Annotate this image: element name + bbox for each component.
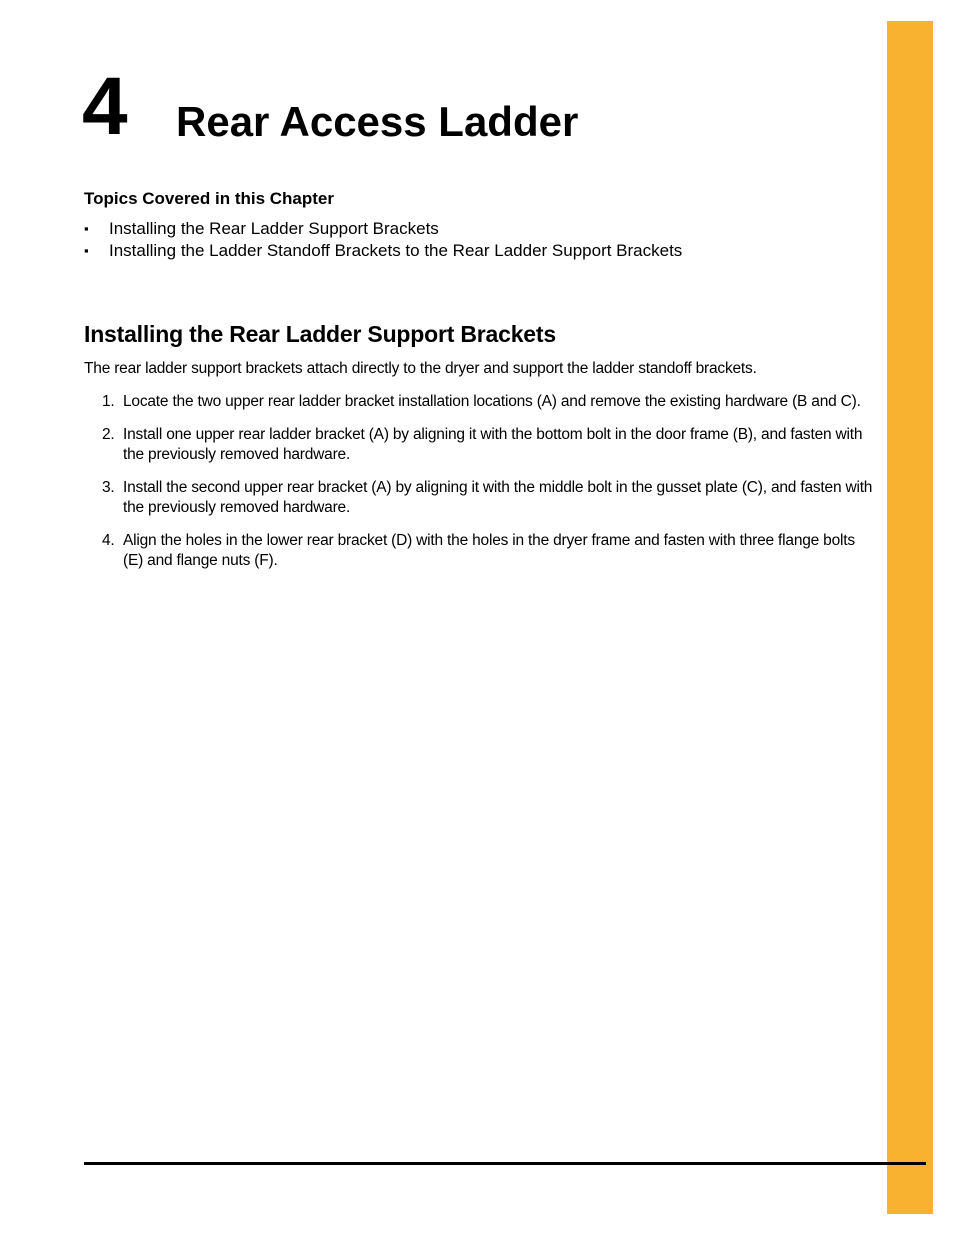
step-number: 1. <box>102 393 115 410</box>
topics-list-item <box>84 218 682 240</box>
chapter-side-tab <box>887 21 933 1214</box>
bullet-icon: ▪ <box>84 243 89 258</box>
topics-list-item-text: Installing the Ladder Standoff Brackets to the Rear Ladder Support Brackets <box>109 241 683 260</box>
step-item <box>102 425 878 466</box>
chapter-title: Rear Access Ladder <box>176 98 579 145</box>
step-text: Install the second upper rear bracket (A) by aligning it with the middle bolt in the gusset plate (C), and fasten with the previously removed hardware. <box>123 478 873 516</box>
step-text: Install one upper rear ladder bracket (A) by aligning it with the bottom bolt in the door frame (B), and fasten with the previously removed hardware. <box>123 425 863 463</box>
step-text: Align the holes in the lower rear bracket (D) with the holes in the dryer frame and fasten with three flange bolts (E) and flange nuts (F). <box>123 531 855 569</box>
section-heading: Installing the Rear Ladder Support Brackets <box>84 321 556 347</box>
chapter-number: 4 <box>82 61 128 152</box>
topics-list-item <box>84 240 682 262</box>
bullet-icon: ▪ <box>84 221 89 236</box>
step-text: Locate the two upper rear ladder bracket installation locations (A) and remove the existing hardware (B and C). <box>123 393 861 410</box>
step-item <box>102 531 878 572</box>
topics-list <box>84 218 682 262</box>
section-intro: The rear ladder support brackets attach directly to the dryer and support the ladder standoff brackets. <box>84 360 757 377</box>
step-number: 3. <box>102 478 115 496</box>
steps-list <box>102 392 878 584</box>
step-item <box>102 478 878 519</box>
topics-heading: Topics Covered in this Chapter <box>84 189 335 208</box>
footer-rule <box>84 1162 926 1165</box>
topics-list-item-text: Installing the Rear Ladder Support Brackets <box>109 219 439 238</box>
step-item <box>102 392 878 413</box>
step-number: 2. <box>102 425 115 443</box>
step-number: 4. <box>102 531 115 549</box>
